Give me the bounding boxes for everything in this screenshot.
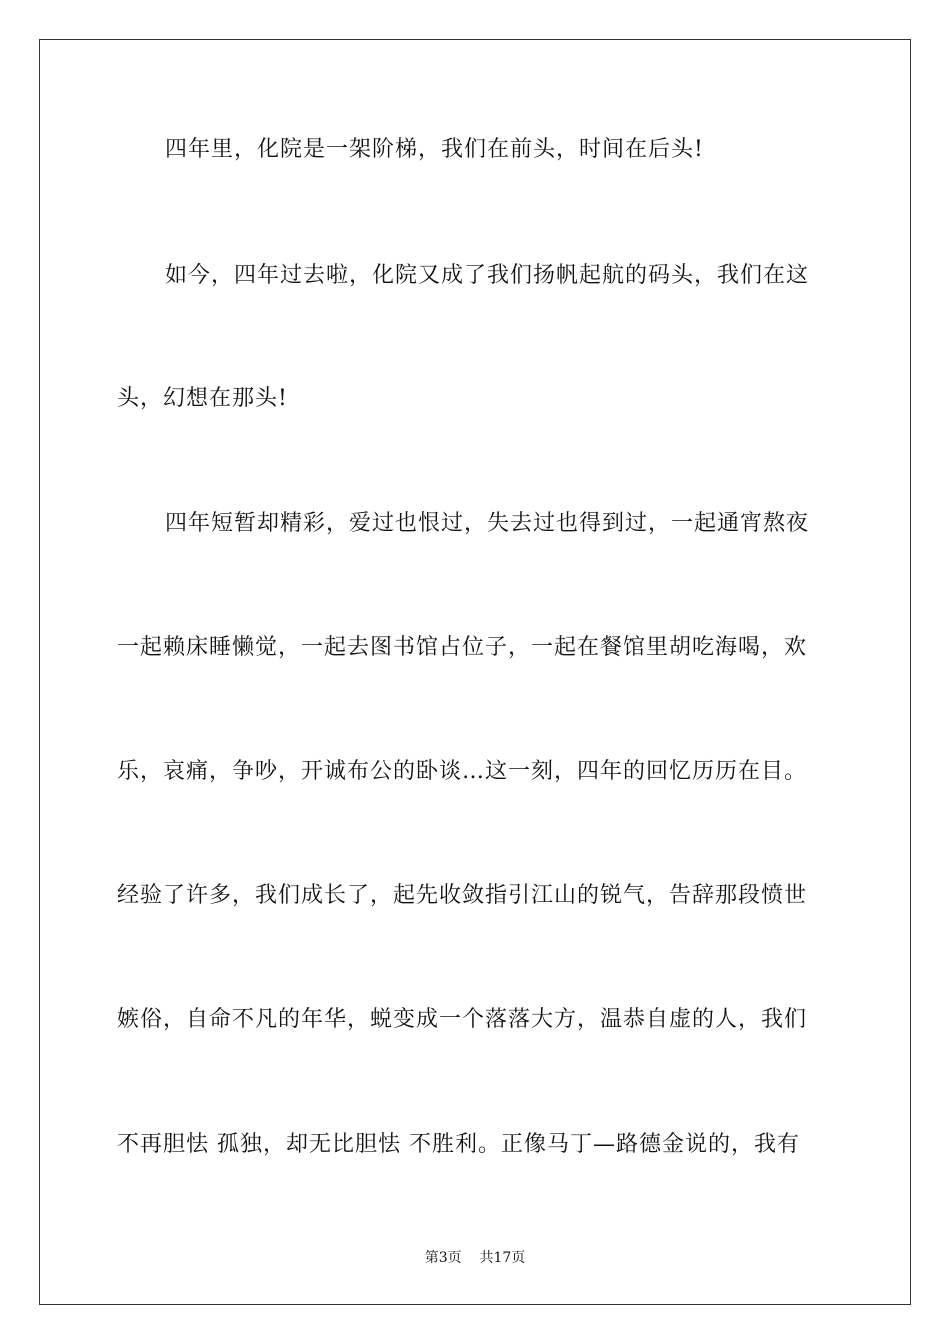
text-line-5: 一起赖床睡懒觉，一起去图书馆占位子，一起在餐馆里胡吃海喝，欢 (117, 635, 808, 660)
page-number: 第3页 (424, 1250, 462, 1266)
text-line-2: 如今，四年过去啦，化院又成了我们扬帆起航的码头，我们在这 (165, 263, 810, 288)
page-frame (39, 39, 911, 1305)
text-line-7: 经验了许多，我们成长了，起先收敛指引江山的锐气，告辞那段愤世 (117, 883, 808, 908)
text-line-9: 不再胆怯 孤独，却无比胆怯 不胜利。正像马丁—路德金说的，我有 (117, 1132, 800, 1157)
text-line-4: 四年短暂却精彩，爱过也恨过，失去过也得到过，一起通宵熬夜 (165, 511, 810, 536)
text-line-6: 乐，哀痛，争吵，开诚布公的卧谈…这一刻，四年的回忆历历在目。 (117, 759, 808, 784)
page-footer (0, 1249, 950, 1267)
text-line-1: 四年里，化院是一架阶梯，我们在前头，时间在后头! (165, 137, 704, 162)
text-line-8: 嫉俗，自命不凡的年华，蜕变成一个落落大方，温恭自虚的人，我们 (117, 1007, 808, 1032)
page-total: 共17页 (479, 1250, 526, 1266)
text-line-3: 头，幻想在那头! (117, 386, 288, 411)
